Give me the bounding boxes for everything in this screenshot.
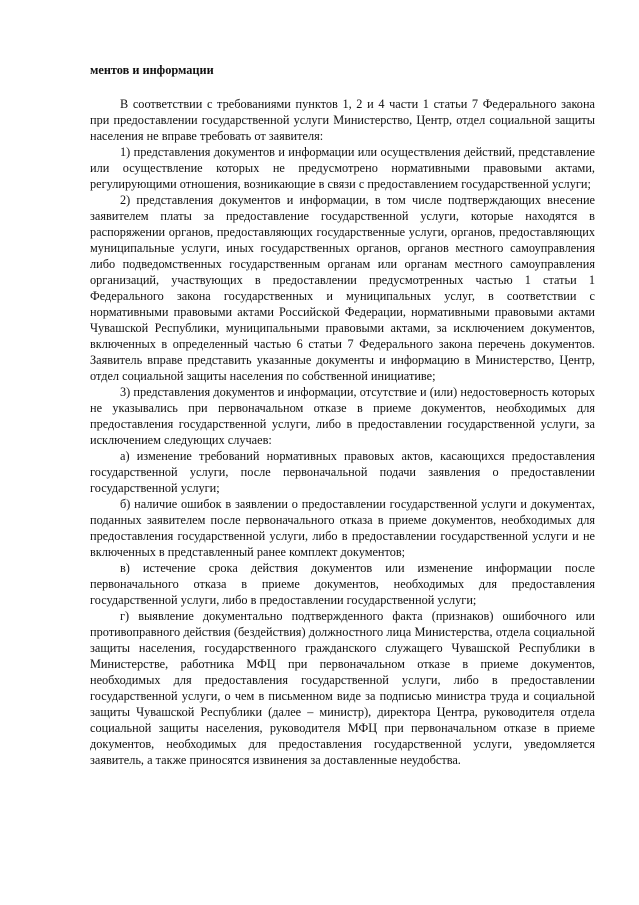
paragraph-item-2: 2) представления документов и информации, в том числе подтверждающих внесение заявителем платы за предоставление государственной услуги, которые находятся в распоряжении органов, предоставляющих государственные услуги, органов, предоставляющих муниципальные услуги, иных государственных органов, органов местного самоуправления либо подведомственных государственным органам или органам местного самоуправления организаций, участвующих в предоставлении предусмотренных частью 1 статьи 1 Федерального закона государственных и муниципальных услуг, в соответствии с нормативными правовыми актами Российской Федерации, нормативными правовыми актами Чувашской Республики, муниципальными правовыми актами, за исключением документов, включенных в определенный частью 6 статьи 7 Федерального закона перечень документов. Заявитель вправе представить указанные документы и информацию в Министерство, Центр, отдел социальной защиты населения по собственной инициативе; [90,193,595,383]
paragraph-item-1: 1) представления документов и информации или осуществления действий, представление или осуществление которых не предусмотрено нормативными правовыми актами, регулирующими отношения, возникающие в связи с предоставлением государственной услуги; [90,145,595,191]
paragraph-subitem-v: в) истечение срока действия документов или изменение информации после первоначального отказа в приеме документов, необходимых для предоставления государственной услуги, либо в предоставлении государственной услуги; [90,561,595,607]
section-heading: ментов и информации [90,63,214,77]
paragraph-item-3: 3) представления документов и информации, отсутствие и (или) недостоверность которых не указывались при первоначальном отказе в приеме документов, необходимых для предоставления государственной услуги, либо в предоставлении государственной услуги, за исключением следующих случаев: [90,385,595,447]
paragraph-subitem-a: а) изменение требований нормативных правовых актов, касающихся предоставления государственной услуги, после первоначальной подачи заявления о предоставлении государственной услуги; [90,449,595,495]
document-page [90,62,595,768]
paragraph-subitem-g: г) выявление документально подтвержденного факта (признаков) ошибочного или противоправного действия (бездействия) должностного лица Министерства, отдела социальной защиты населения, государственного гражданского служащего Чувашской Республики в Министерстве, работника МФЦ при первоначальном отказе в приеме документов, необходимых для предоставления государственной услуги, либо в предоставлении государственной услуги, о чем в письменном виде за подписью министра труда и социальной защиты Чувашской Республики (далее – министр), директора Центра, руководителя отдела социальной защиты населения, руководителя МФЦ при первоначальном отказе в приеме документов, необходимых для предоставления государственной услуги, уведомляется заявитель, а также приносятся извинения за доставленные неудобства. [90,609,595,767]
paragraph-subitem-b: б) наличие ошибок в заявлении о предоставлении государственной услуги и документах, поданных заявителем после первоначального отказа в приеме документов, необходимых для предоставления государственной услуги, либо в предоставлении государственной услуги и не включенных в представленный ранее комплект документов; [90,497,595,559]
paragraph-intro: В соответствии с требованиями пунктов 1, 2 и 4 части 1 статьи 7 Федерального закона при предоставлении государственной услуги Министерство, Центр, отдел социальной защиты населения не вправе требовать от заявителя: [90,97,595,143]
